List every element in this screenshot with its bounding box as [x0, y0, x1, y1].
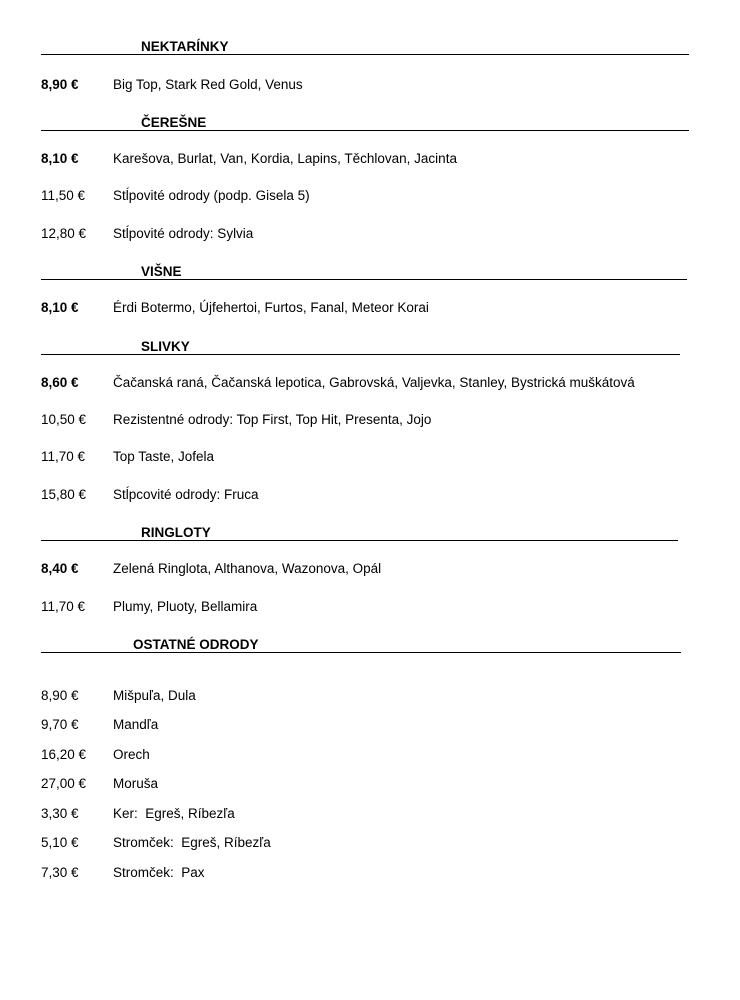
price-row: [41, 776, 158, 792]
variety-list: Čačanská raná, Čačanská lepotica, Gabrovská, Valjevka, Stanley, Bystrická muškátová: [113, 375, 635, 390]
variety-list: Stĺpovité odrody (podp. Gisela 5): [113, 188, 310, 203]
section-title: SLIVKY: [141, 339, 190, 354]
variety-list: Moruša: [113, 776, 159, 791]
price-row: [41, 747, 150, 763]
header-underline-trail: [259, 640, 681, 653]
price-row: [41, 487, 259, 503]
section-header-ostatne-odrody: [41, 635, 681, 653]
price: 16,20 €: [41, 747, 87, 762]
price: 11,70 €: [41, 599, 86, 614]
price-row: [41, 77, 303, 93]
price-row: [41, 412, 431, 428]
header-underline-trail: [211, 528, 678, 541]
price: 7,30 €: [41, 865, 79, 880]
price: 9,70 €: [41, 717, 79, 732]
section-title: OSTATNÉ ODRODY: [133, 637, 259, 652]
section-header-nektarinky: [41, 37, 689, 55]
price-row: [41, 300, 429, 316]
price: 8,10 €: [41, 300, 79, 315]
price-row: [41, 151, 457, 167]
header-underline-lead: [41, 528, 141, 541]
variety-list: Mišpuľa, Dula: [113, 688, 196, 703]
section-title: VIŠNE: [141, 264, 182, 279]
header-underline-lead: [41, 118, 141, 131]
price-row: [41, 865, 205, 881]
variety-list: Stĺpovité odrody: Sylvia: [113, 226, 254, 241]
price: 27,00 €: [41, 776, 87, 791]
section-header-ueresne: [41, 113, 689, 131]
section-header-visne: [41, 262, 687, 280]
variety-list: Karešova, Burlat, Van, Kordia, Lapins, Těchlovan, Jacinta: [113, 151, 457, 166]
price: 15,80 €: [41, 487, 87, 502]
price: 11,70 €: [41, 449, 86, 464]
price: 8,90 €: [41, 688, 79, 703]
price-row: [41, 226, 253, 242]
section-header-slivky: [41, 337, 680, 355]
price: 5,10 €: [41, 835, 79, 850]
variety-list: Orech: [113, 747, 150, 762]
variety-list: Stromček: Pax: [113, 865, 205, 880]
price-row: [41, 375, 635, 391]
variety-list: Stromček: Egreš, Ríbezľa: [113, 835, 271, 850]
header-underline-lead: [41, 342, 141, 355]
variety-list: Zelená Ringlota, Althanova, Wazonova, Opál: [113, 561, 382, 576]
price: 10,50 €: [41, 412, 87, 427]
header-underline-lead: [41, 42, 141, 55]
variety-list: Rezistentné odrody: Top First, Top Hit, Presenta, Jojo: [113, 412, 432, 427]
price: 8,10 €: [41, 151, 79, 166]
variety-list: Big Top, Stark Red Gold, Venus: [113, 77, 303, 92]
price-row: [41, 188, 310, 204]
price-row: [41, 561, 381, 577]
header-underline-trail: [182, 267, 687, 280]
price: 3,30 €: [41, 806, 79, 821]
price: 12,80 €: [41, 226, 87, 241]
header-underline-lead: [41, 640, 133, 653]
price-row: [41, 835, 271, 851]
variety-list: Plumy, Pluoty, Bellamira: [113, 599, 258, 614]
variety-list: Érdi Botermo, Újfehertoi, Furtos, Fanal, Meteor Korai: [113, 300, 429, 315]
section-title: ČEREŠNE: [141, 115, 207, 130]
price-row: [41, 717, 158, 733]
header-underline-trail: [229, 42, 690, 55]
price: 8,40 €: [41, 561, 79, 576]
section-title: NEKTARÍNKY: [141, 39, 229, 54]
variety-list: Stĺpcovité odrody: Fruca: [113, 487, 259, 502]
header-underline-lead: [41, 267, 141, 280]
variety-list: Ker: Egreš, Ríbezľa: [113, 806, 235, 821]
section-header-ringloty: [41, 523, 678, 541]
header-underline-trail: [206, 118, 689, 131]
price: 8,90 €: [41, 77, 79, 92]
price: 8,60 €: [41, 375, 79, 390]
price-row: [41, 599, 257, 615]
price-row: [41, 449, 214, 465]
section-title: RINGLOTY: [141, 525, 211, 540]
price: 11,50 €: [41, 188, 86, 203]
price-row: [41, 688, 196, 704]
variety-list: Mandľa: [113, 717, 159, 732]
price-row: [41, 806, 235, 822]
variety-list: Top Taste, Jofela: [113, 449, 215, 464]
header-underline-trail: [190, 342, 680, 355]
